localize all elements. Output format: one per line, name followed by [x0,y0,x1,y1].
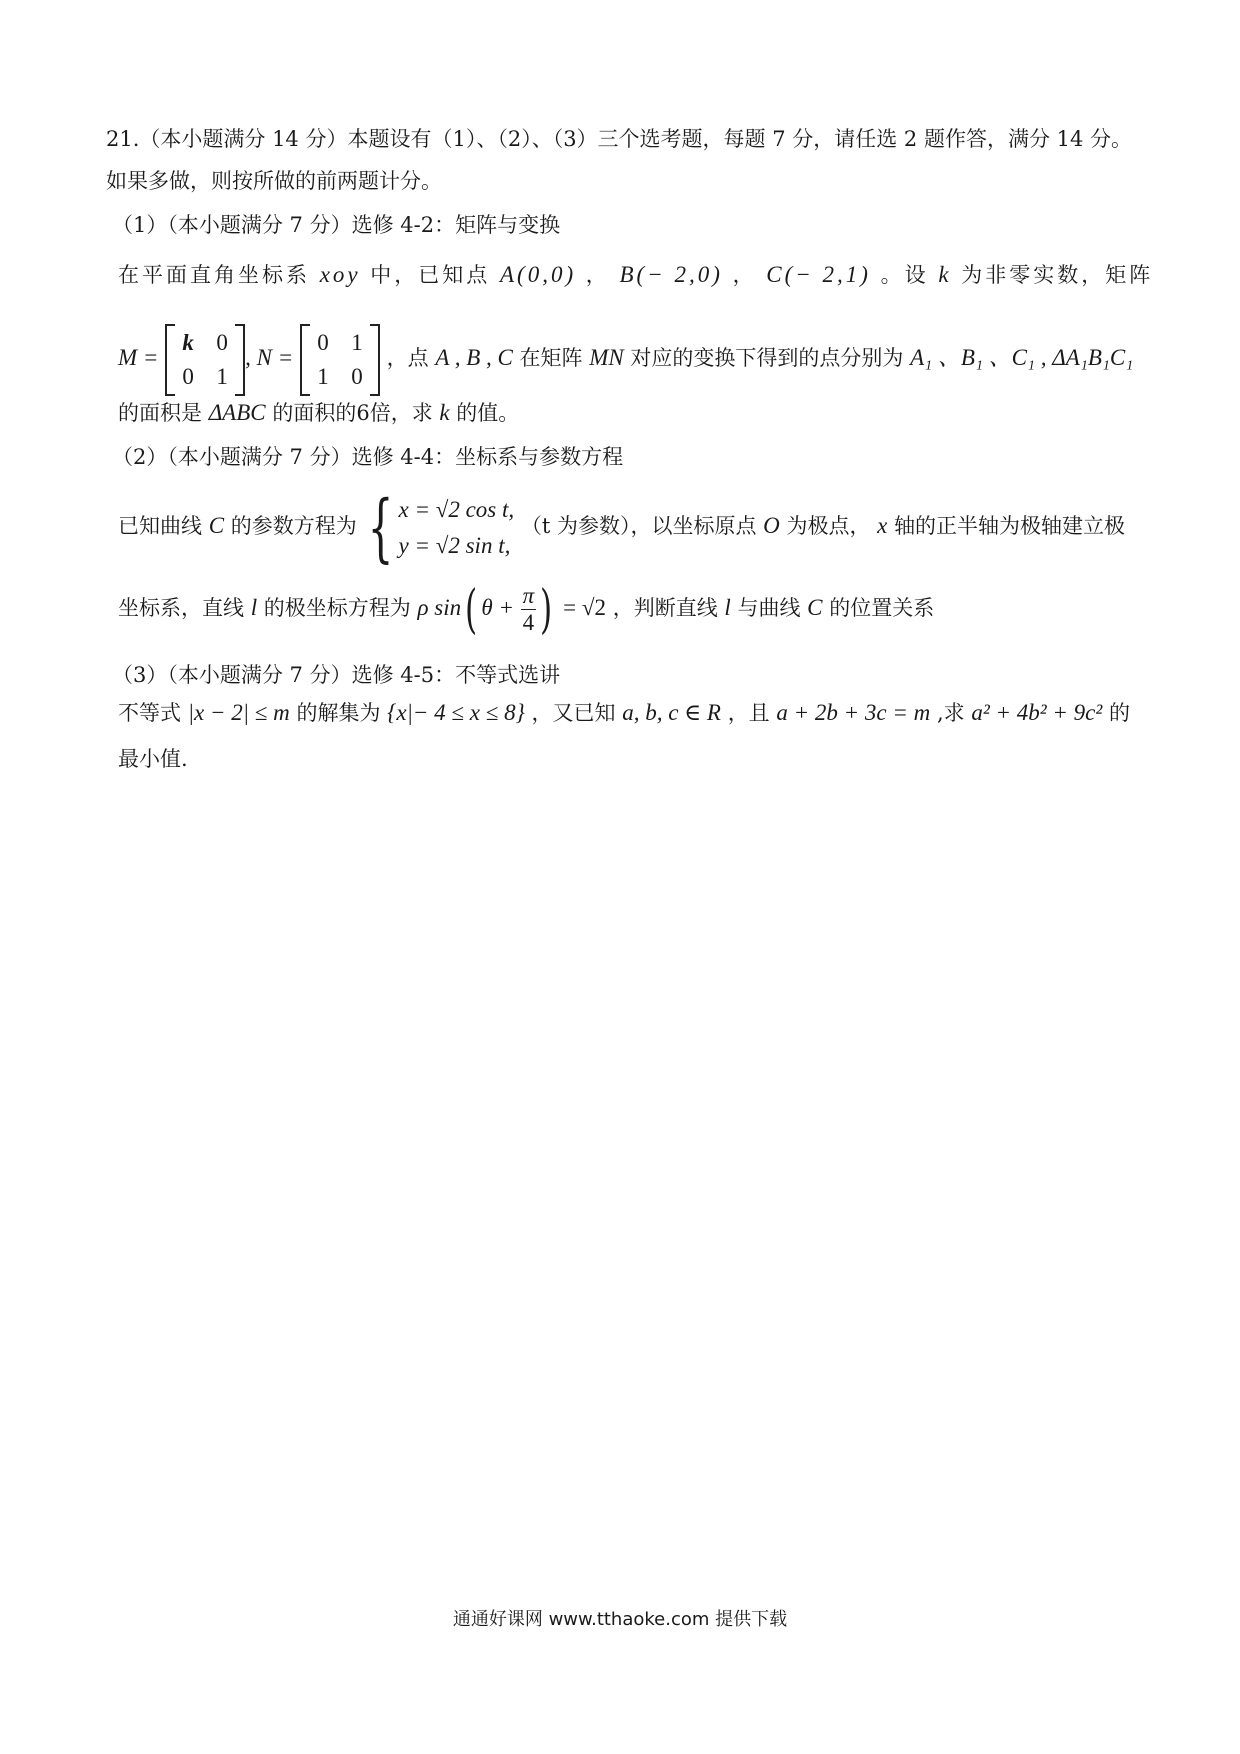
math-theta: θ + [481,595,514,620]
part2-heading: （2）（本小题满分 7 分）选修 4-4：坐标系与参数方程 [112,445,624,469]
math-rhs: = √2 [563,595,607,620]
text-run: 轴的正半轴为极轴建立极 [894,514,1126,538]
text-run: ，且 [727,701,770,725]
text-run: ，点 [386,346,429,370]
math-abc-in-r: a, b, c ∈ R [622,700,721,725]
text-run: ，判断直线 [612,596,718,620]
matrix-cell: 1 [216,363,228,389]
text-run: ， [732,263,757,287]
equation-x: x = √2 cos t, [398,496,515,522]
equation-y: y = √2 sin t, [398,532,511,558]
matrix-m [165,324,245,396]
math-point-a: A(0,0) [499,262,577,287]
text-run: 。设 [880,263,929,287]
text-run: 不等式 [118,701,181,725]
text-run: 的面积是 [118,401,202,425]
text-run: ，又已知 [531,701,616,725]
math-image-points: A₁ 、B₁ 、C₁ , ΔA₁B₁C₁ [910,345,1134,370]
text-run: 坐标系，直线 [118,596,244,620]
text-run: 与曲线 [737,596,801,620]
part1-line-1 [118,260,1153,290]
matrix-cell: 0 [351,363,363,389]
matrix-n [300,324,380,396]
math-m-label: M = [118,345,159,370]
text-run: 的参数方程为 [230,514,357,538]
part3-heading: （3）（本小题满分 7 分）选修 4-5：不等式选讲 [112,663,561,687]
math-mn: MN [589,345,624,370]
math-x: x [877,513,888,538]
question-intro-line-2: 如果多做，则按所做的前两题计分。 [106,169,442,193]
math-o: O [763,513,780,538]
matrix-cell: 0 [182,363,194,389]
part1-line-2 [118,318,1133,402]
text-run: 在矩阵 [519,346,583,370]
text-run: ， [585,263,610,287]
math-k: k [439,400,450,425]
fraction-numerator: π [522,583,535,608]
math-c: C [807,595,823,620]
matrix-cell: 1 [317,363,329,389]
text-run: 为非零实数，矩阵 [961,263,1154,287]
math-triangle: ΔABC [208,400,266,425]
text-run: 的位置关系 [829,596,935,620]
text-run: 在平面直角坐标系 [118,263,310,287]
text-run: 为极点， [786,514,871,538]
text-run: （t 为参数），以坐标原点 [520,514,757,538]
parametric-system: { x = √2 cos t, y = √2 sin t, [368,484,515,571]
math-xoy: xoy [319,262,361,287]
math-l: l [250,595,258,620]
part1-line-3 [118,398,519,428]
text-run: 对应的变换下得到的点分别为 [630,346,904,370]
math-linear-constraint: a + 2b + 3c = m [776,700,931,725]
math-solution-set: {x|− 4 ≤ x ≤ 8} [387,700,525,725]
math-l: l [724,595,731,620]
matrix-cell: 0 [317,329,329,355]
text-run: 中，已知点 [370,263,491,287]
text-run: 的 [1108,701,1130,725]
math-point-b: B(− 2,0) [619,262,723,287]
part1-heading: （1）（本小题满分 7 分）选修 4-2：矩阵与变换 [112,213,561,237]
math-n-label: , N = [245,345,294,370]
part3-line-2: 最小值. [118,747,188,771]
matrix-cell: 1 [351,329,363,355]
text-run: 已知曲线 [118,514,202,538]
math-inequality: |x − 2| ≤ m [187,700,290,725]
math-quadratic: a² + 4b² + 9c² [971,700,1103,725]
part2-line-1 [118,484,1126,571]
text-run: ,求 [936,701,965,725]
math-points: A , B , C [435,345,513,370]
matrix-cell: k [182,329,194,355]
footer-watermark: 通通好课网 www.tthaoke.com 提供下载 [452,1609,788,1630]
math-rho-sin: ρ sin [417,595,462,620]
part2-line-2: 坐标系，直线 l 的极坐标方程为 ρ sin( θ + $\frac{\pi}{4}$ ) = √2 ，判断直线 l 与曲线 C 的位置关系 [118,579,935,640]
matrix-cell: 0 [216,329,228,355]
text-run: 的解集为 [296,701,381,725]
fraction-pi-over-4 [521,583,537,636]
text-run: 的面积的6倍，求 [272,401,433,425]
math-k: k [938,262,952,287]
part3-line-1 [118,698,1130,728]
text-run: 的值。 [456,401,520,425]
text-run: 的极坐标方程为 [263,596,411,620]
math-point-c: C(− 2,1) [766,262,871,287]
question-intro-line-1: 21.（本小题满分 14 分）本题设有（1）、（2）、（3）三个选考题，每题 7 分，请任选 2 题作答，满分 14 分。 [106,127,1133,151]
fraction-denominator: 4 [522,610,535,635]
math-c: C [208,513,225,538]
